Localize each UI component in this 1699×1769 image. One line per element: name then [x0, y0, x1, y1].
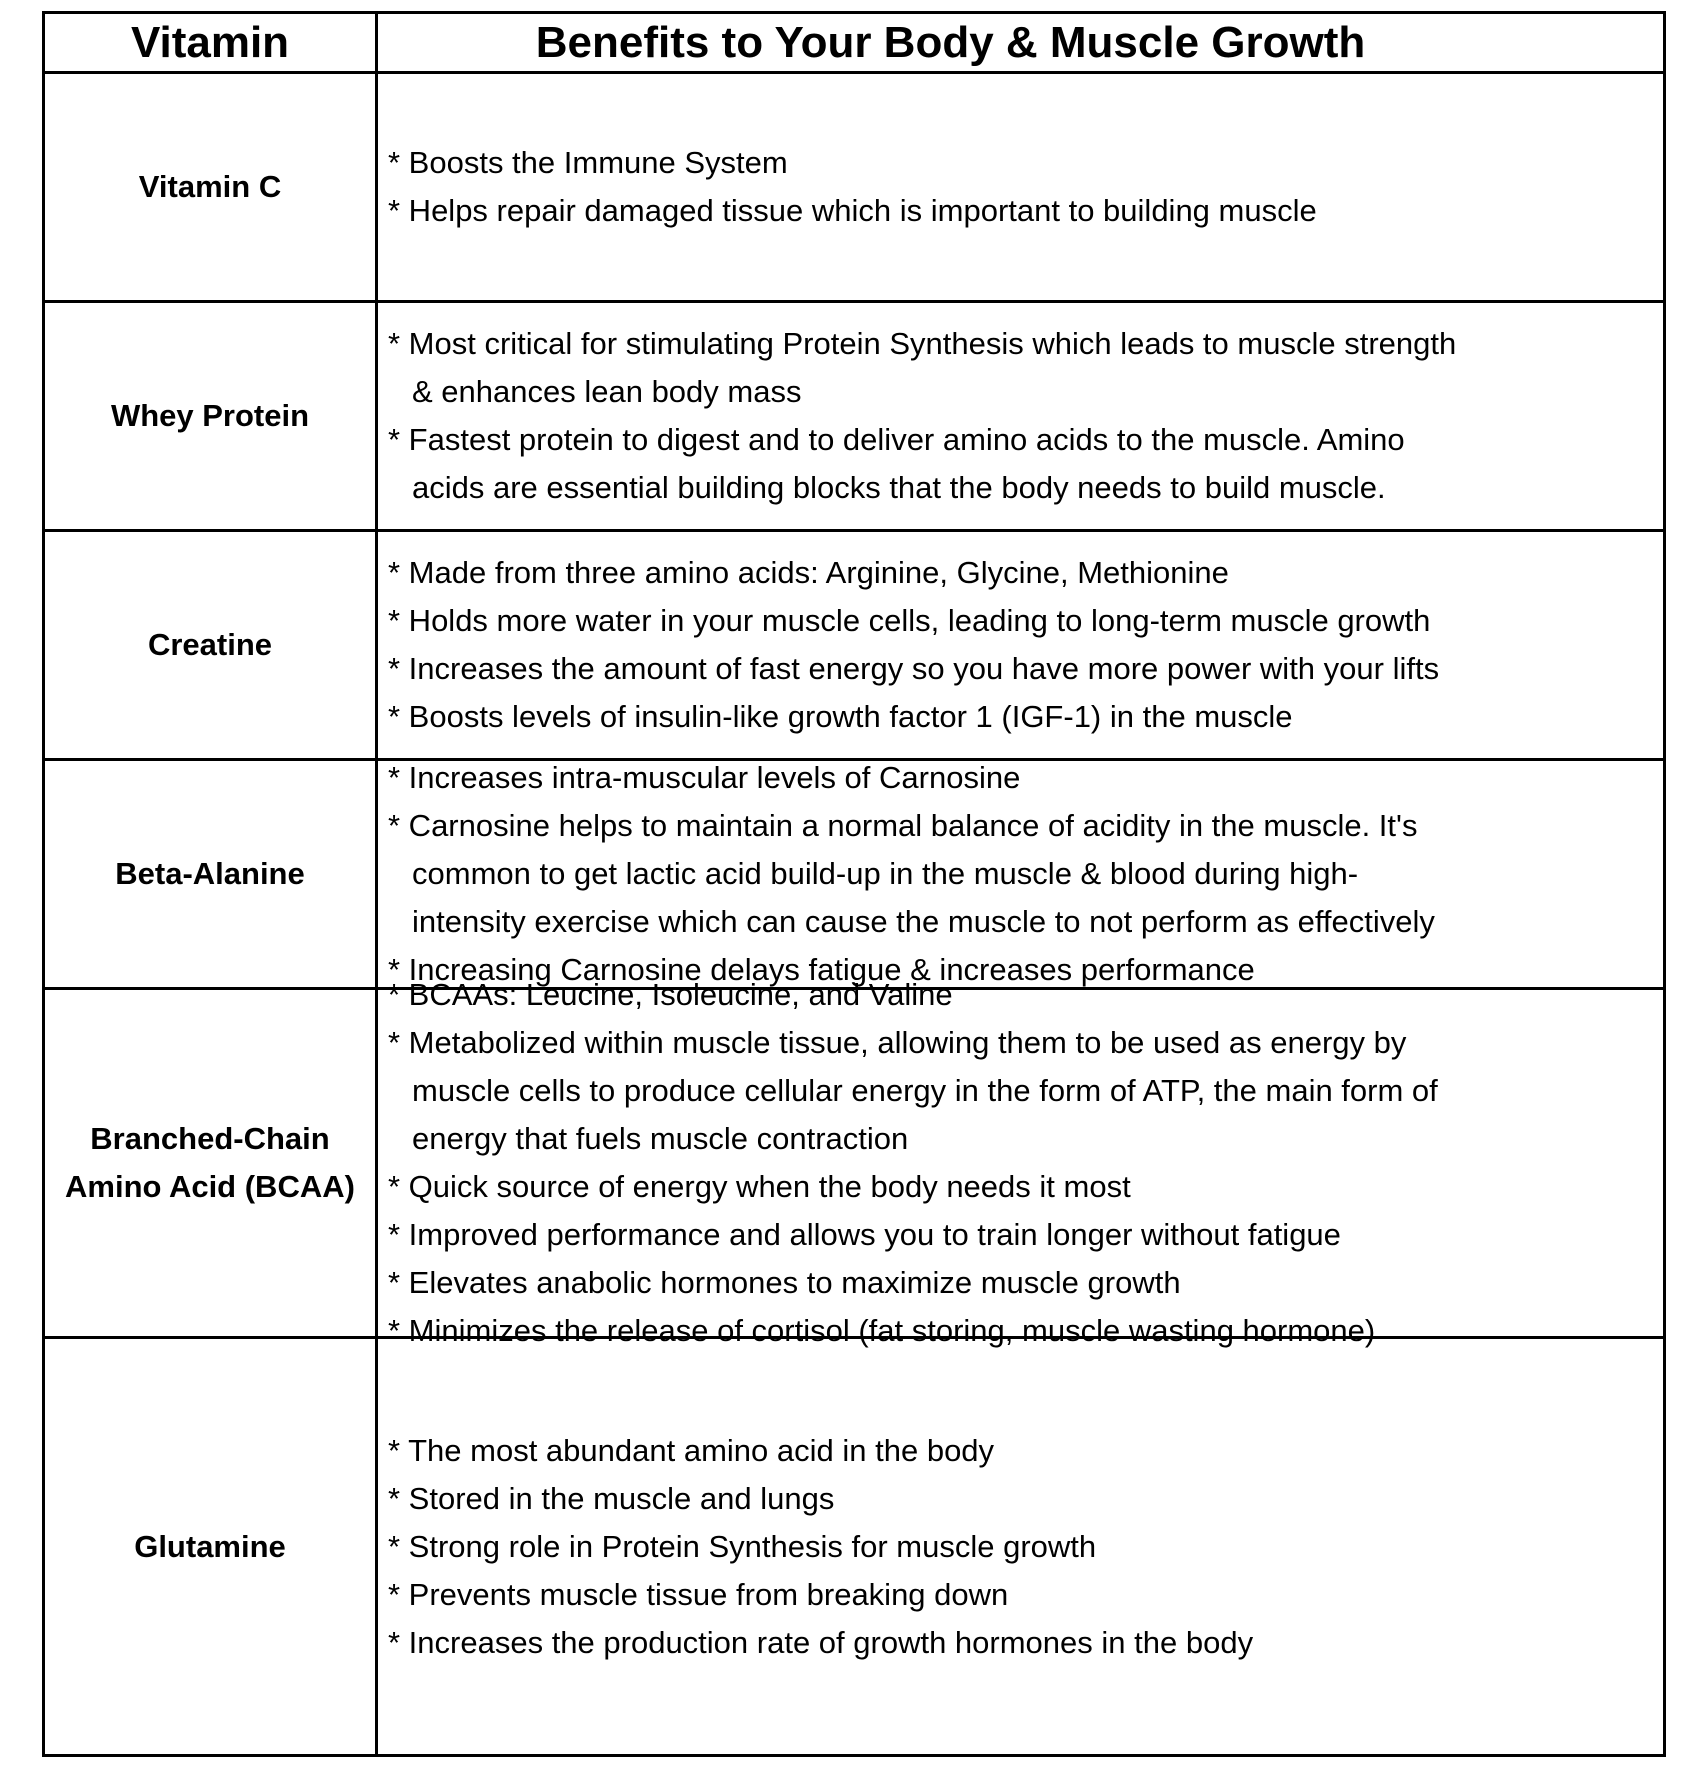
benefit-item-continuation: acids are essential building blocks that the body needs to build muscle. — [412, 470, 1386, 505]
benefit-item: * Helps repair damaged tissue which is important to building muscle — [388, 193, 1317, 228]
benefit-item: * Carnosine helps to maintain a normal balance of acidity in the muscle. It's — [388, 808, 1418, 843]
vitamin-name-text — [65, 1115, 355, 1211]
benefit-item-continuation: common to get lactic acid build-up in the muscle & blood during high- — [412, 856, 1359, 891]
table-row — [45, 1339, 1663, 1754]
vitamin-name-line: Amino Acid (BCAA) — [65, 1169, 355, 1204]
benefit-item: * Increasing Carnosine delays fatigue & increases performance — [388, 952, 1255, 987]
vitamin-benefits-table — [42, 11, 1666, 1757]
benefit-item: * Elevates anabolic hormones to maximize muscle growth — [388, 1265, 1181, 1300]
table-row — [45, 303, 1663, 532]
benefit-item: * Most critical for stimulating Protein Synthesis which leads to muscle strength — [388, 326, 1457, 361]
benefit-item-continuation: muscle cells to produce cellular energy in the form of ATP, the main form of — [412, 1073, 1438, 1108]
benefit-item: * Increases the amount of fast energy so you have more power with your lifts — [388, 651, 1440, 686]
benefit-item: * Prevents muscle tissue from breaking down — [388, 1576, 1009, 1612]
benefit-item: * Metabolized within muscle tissue, allowing them to be used as energy by — [388, 1025, 1407, 1060]
benefit-item: * BCAAs: Leucine, Isoleucine, and Valine — [388, 977, 953, 1012]
table-row — [45, 532, 1663, 761]
vitamin-name: Vitamin C — [138, 169, 282, 204]
vitamin-name — [45, 990, 375, 1336]
benefit-item: * Increases intra-muscular levels of Carnosine — [388, 760, 1021, 795]
table-row — [45, 761, 1663, 990]
benefit-item: * Made from three amino acids: Arginine, Glycine, Methionine — [388, 555, 1229, 590]
header-vitamin: Vitamin — [130, 17, 290, 67]
vitamin-name: Glutamine — [134, 1528, 286, 1564]
vitamin-name: Creatine — [147, 627, 273, 662]
vitamin-name: Whey Protein — [110, 398, 310, 433]
vitamin-name-line: Branched-Chain — [90, 1121, 330, 1156]
benefit-item: * Boosts levels of insulin-like growth factor 1 (IGF-1) in the muscle — [388, 699, 1293, 734]
benefit-item-continuation: & enhances lean body mass — [412, 374, 802, 409]
benefit-item: * Increases the production rate of growth hormones in the body — [388, 1624, 1254, 1660]
table-header-row — [45, 14, 1663, 74]
header-benefits — [378, 14, 1663, 71]
benefit-item: * Boosts the Immune System — [388, 145, 788, 180]
benefit-item: * Fastest protein to digest and to deliver amino acids to the muscle. Amino — [388, 422, 1405, 457]
benefits-cell — [378, 1339, 1663, 1754]
benefit-item: * Minimizes the release of cortisol (fat storing, muscle wasting hormone) — [388, 1313, 1376, 1348]
benefit-item: * Improved performance and allows you to train longer without fatigue — [388, 1217, 1341, 1252]
benefit-item: * Stored in the muscle and lungs — [388, 1480, 835, 1516]
benefit-item: * Strong role in Protein Synthesis for muscle growth — [388, 1528, 1097, 1564]
benefit-item: * Holds more water in your muscle cells, leading to long-term muscle growth — [388, 603, 1431, 638]
table-row — [45, 977, 1663, 1348]
vitamin-name: Beta-Alanine — [115, 856, 305, 891]
benefit-item-continuation: intensity exercise which can cause the muscle to not perform as effectively — [412, 904, 1435, 939]
benefit-item-continuation: energy that fuels muscle contraction — [412, 1121, 909, 1156]
benefit-item: * The most abundant amino acid in the body — [388, 1432, 995, 1468]
table-row — [45, 74, 1663, 303]
benefits-cell — [378, 532, 1663, 758]
benefits-cell — [378, 761, 1663, 987]
benefits-cell — [378, 74, 1663, 300]
header-benefits-label: Benefits to Your Body & Muscle Growth — [535, 17, 1366, 67]
benefit-item: * Quick source of energy when the body needs it most — [388, 1169, 1131, 1204]
benefits-cell — [378, 977, 1663, 1348]
benefits-cell — [378, 303, 1663, 529]
